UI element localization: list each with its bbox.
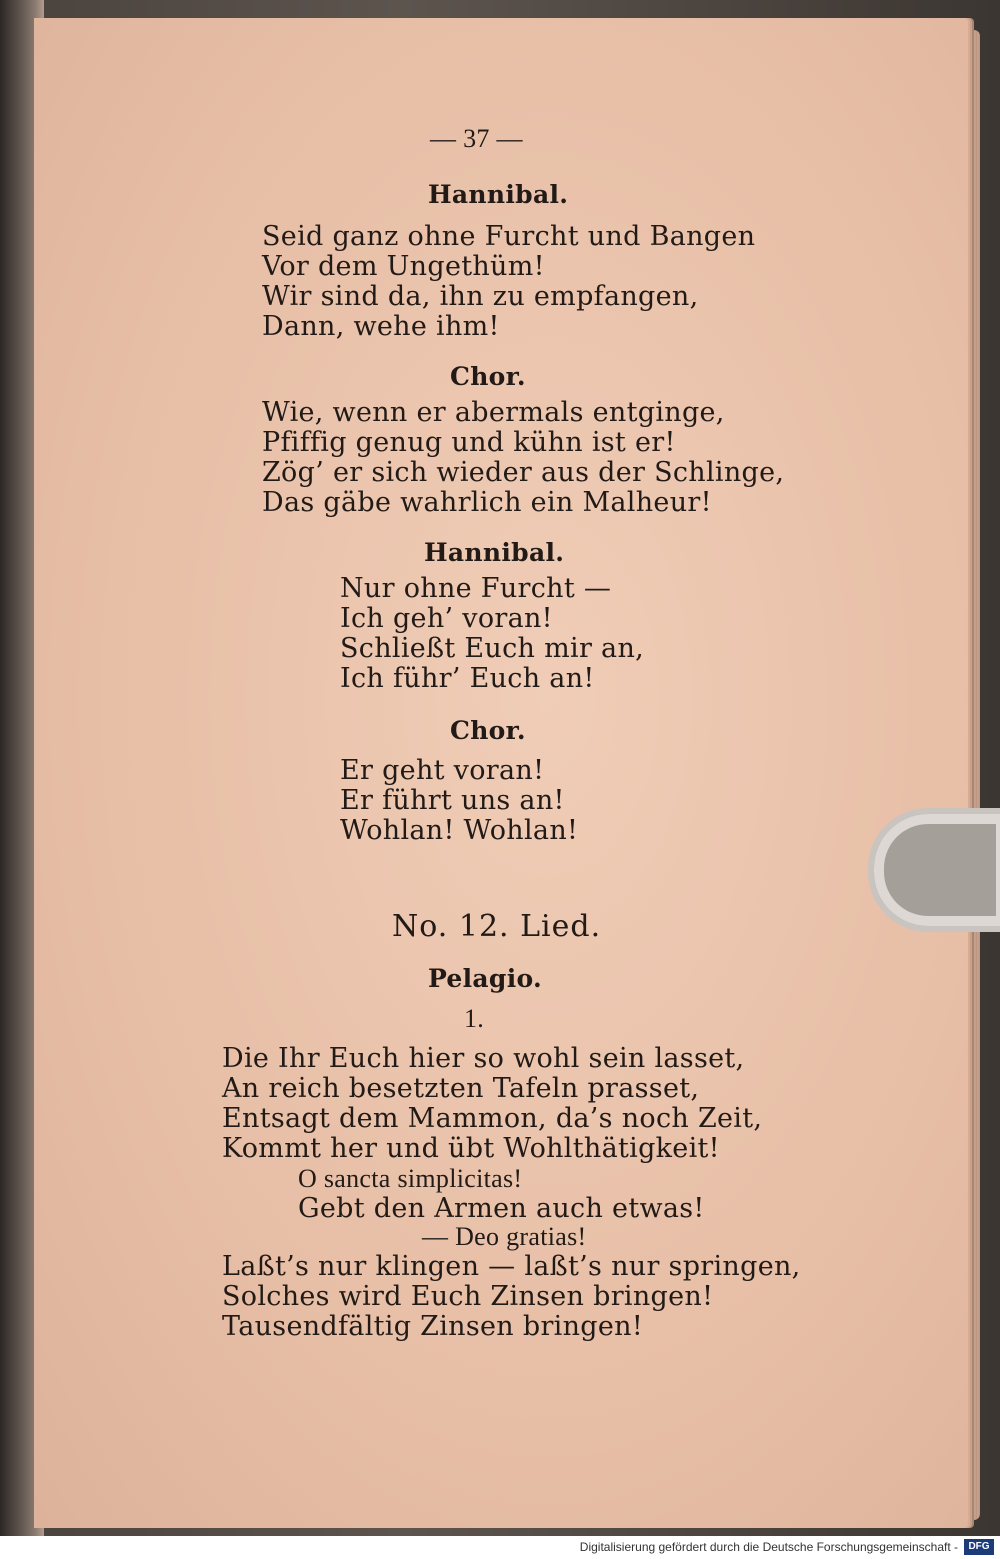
verse-line: Pfiffig genug und kühn ist er!: [262, 427, 676, 458]
verse-line: Ich geh’ voran!: [340, 603, 553, 634]
verse-line: Nur ohne Furcht —: [340, 573, 612, 604]
footer-credit: Digitalisierung gefördert durch die Deutsche Forschungsgemeinschaft -: [579, 1540, 958, 1554]
verse-line: Seid ganz ohne Furcht und Bangen: [262, 221, 756, 252]
footer-bar: [0, 1536, 1000, 1559]
song-title: No. 12. Lied.: [392, 909, 602, 944]
speaker-hannibal: Hannibal.: [428, 180, 569, 209]
speaker-hannibal: Hannibal.: [424, 538, 565, 567]
verse-line: Gebt den Armen auch etwas!: [298, 1193, 705, 1224]
verse-line: Wir sind da, ihn zu empfangen,: [262, 281, 699, 312]
verse-line: Er geht voran!: [340, 755, 545, 786]
page-number: — 37 —: [430, 124, 523, 153]
speaker-pelagio: Pelagio.: [428, 964, 543, 993]
verse-line: Laßt’s nur klingen — laßt’s nur springen,: [222, 1251, 801, 1282]
verse-line: An reich besetzten Tafeln prasset,: [222, 1073, 700, 1104]
verse-line: Er führt uns an!: [340, 785, 565, 816]
page-edges: [966, 30, 980, 1520]
page-clip: [868, 808, 1000, 932]
verse-line: Entsagt dem Mammon, da’s noch Zeit,: [222, 1103, 763, 1134]
verse-line: Tausendfältig Zinsen bringen!: [222, 1311, 643, 1342]
verse-line-latin: — Deo gratias!: [422, 1222, 587, 1251]
verse-line: Dann, wehe ihm!: [262, 311, 500, 342]
dfg-logo: DFG: [964, 1539, 994, 1555]
verse-number: 1.: [464, 1004, 485, 1033]
verse-line: Das gäbe wahrlich ein Malheur!: [262, 487, 712, 518]
verse-line: Wie, wenn er abermals entginge,: [262, 397, 725, 428]
verse-line: Die Ihr Euch hier so wohl sein lasset,: [222, 1043, 745, 1074]
verse-line: Kommt her und übt Wohlthätigkeit!: [222, 1133, 720, 1164]
speaker-chor: Chor.: [450, 362, 526, 391]
verse-line: Ich führ’ Euch an!: [340, 663, 595, 694]
verse-line-latin: O sancta simplicitas!: [298, 1164, 523, 1193]
verse-line: Wohlan! Wohlan!: [340, 815, 579, 846]
verse-line: Solches wird Euch Zinsen bringen!: [222, 1281, 714, 1312]
verse-line: Schließt Euch mir an,: [340, 633, 645, 664]
verse-line: Zög’ er sich wieder aus der Schlinge,: [262, 457, 785, 488]
speaker-chor: Chor.: [450, 716, 526, 745]
verse-line: Vor dem Ungethüm!: [262, 251, 545, 282]
